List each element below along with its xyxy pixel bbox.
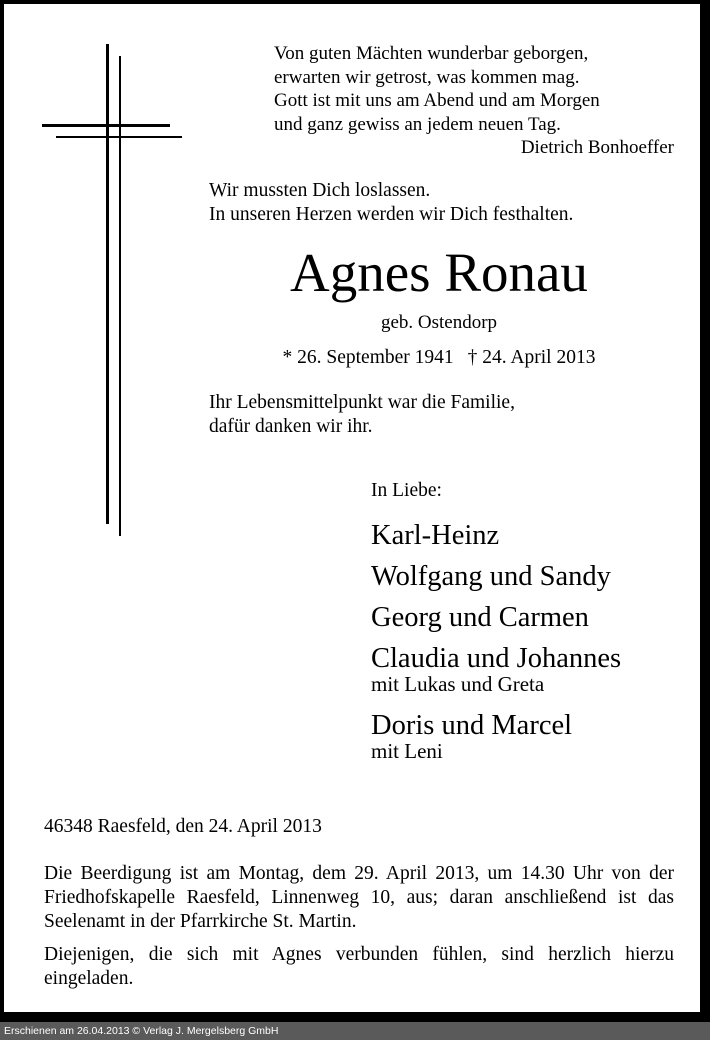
intro-text bbox=[209, 179, 573, 227]
mourner-name: Wolfgang und Sandy bbox=[371, 561, 611, 592]
death-date: † 24. April 2013 bbox=[467, 347, 596, 368]
poem-line: Von guten Mächten wunderbar geborgen, bbox=[274, 43, 589, 64]
mourner-name: Georg und Carmen bbox=[371, 602, 589, 633]
poem-line: erwarten wir getrost, was kommen mag. bbox=[274, 66, 580, 88]
mourner-entry bbox=[371, 705, 621, 762]
deceased-name: Agnes Ronau bbox=[290, 242, 588, 303]
life-dates bbox=[204, 347, 674, 369]
mourner-name: Claudia und Johannes bbox=[371, 643, 622, 674]
funeral-paragraph: Die Beerdigung ist am Montag, dem 29. April 2013, um 14.30 Uhr von der Friedhofskapelle Raesfeld, Linnenweg 10, aus; daran anschließend ist das Seelenamt in der Pfarrkirche St. Martin. bbox=[44, 863, 674, 932]
funeral-info bbox=[44, 862, 674, 1000]
mourner-entry bbox=[371, 638, 621, 695]
poem-line: und ganz gewiss an jedem neuen Tag. bbox=[274, 113, 561, 135]
mourners-list bbox=[371, 515, 621, 772]
mourner-entry bbox=[371, 597, 621, 638]
life-line: Ihr Lebensmittelpunkt war die Familie, bbox=[209, 392, 515, 413]
mourner-name: Doris und Marcel bbox=[371, 710, 573, 741]
publication-footer: Erschienen am 26.04.2013 © Verlag J. Mergelsberg GmbH bbox=[0, 1022, 710, 1040]
funeral-paragraph: Diejenigen, die sich mit Agnes verbunden fühlen, sind herzlich hierzu eingeladen. bbox=[44, 944, 674, 989]
mourner-sub: mit Lukas und Greta bbox=[371, 672, 545, 696]
birth-date: * 26. September 1941 bbox=[282, 347, 454, 368]
mourner-sub: mit Leni bbox=[371, 739, 443, 763]
place-date: 46348 Raesfeld, den 24. April 2013 bbox=[44, 816, 322, 837]
mourners-label: In Liebe: bbox=[371, 480, 442, 501]
poem-line: Gott ist mit uns am Abend und am Morgen bbox=[274, 90, 600, 111]
mourner-entry bbox=[371, 515, 621, 556]
poem-author: Dietrich Bonhoeffer bbox=[520, 137, 674, 158]
life-line: dafür danken wir ihr. bbox=[209, 416, 373, 437]
mourner-name: Karl-Heinz bbox=[371, 520, 500, 551]
intro-line: Wir mussten Dich loslassen. bbox=[209, 180, 431, 201]
life-text bbox=[209, 391, 515, 439]
intro-line: In unseren Herzen werden wir Dich festhalten. bbox=[209, 204, 574, 225]
mourner-entry bbox=[371, 556, 621, 597]
poem bbox=[274, 42, 674, 160]
birth-name: geb. Ostendorp bbox=[380, 312, 498, 333]
